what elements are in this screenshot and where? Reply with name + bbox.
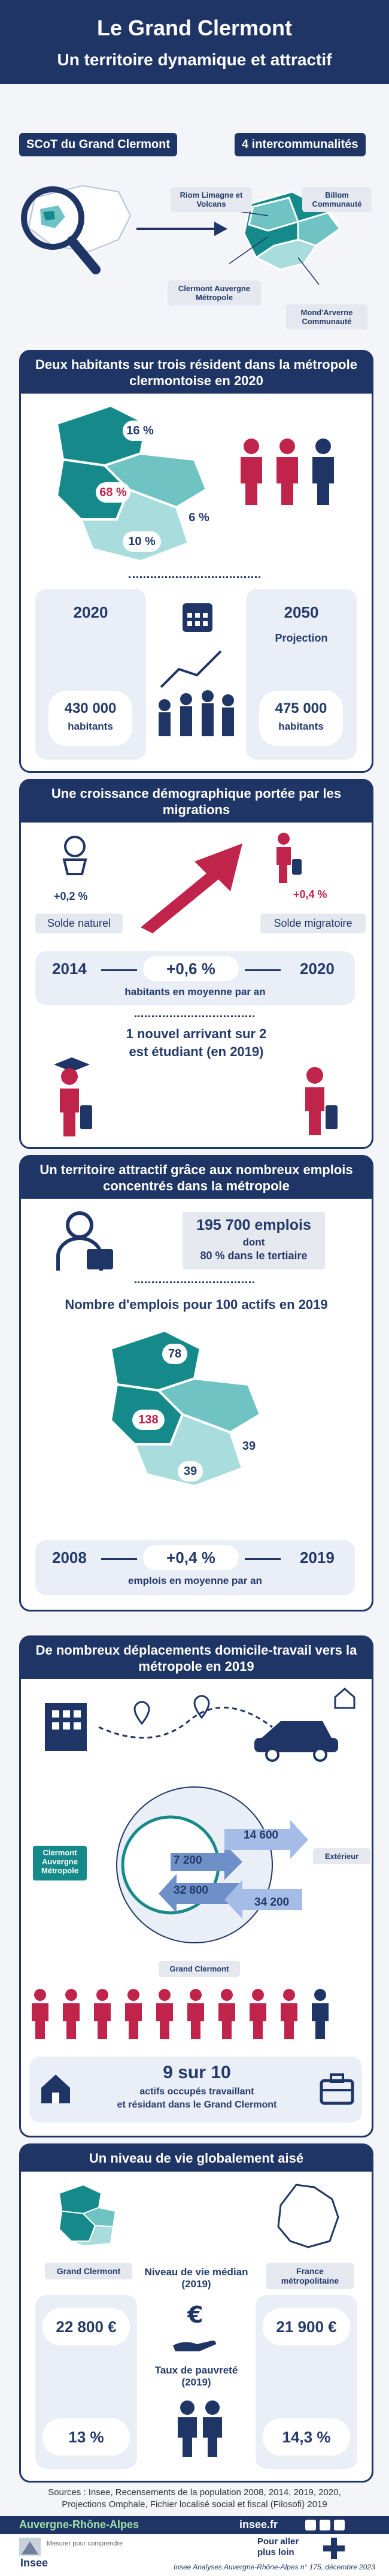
label-riom: Riom Limagne et Volcans [171, 187, 252, 212]
migration-pct: +0,4 % [293, 888, 327, 900]
gc-label: Grand Clermont [159, 1961, 240, 1977]
label-mondarverne: Mond'Arverne Communauté [286, 304, 367, 329]
section-employment-title: Un territoire attractif grâce aux nombreux emplois concentrés dans la métropole [21, 1157, 372, 1199]
share-billom: 6 % [183, 507, 215, 528]
section-population [19, 350, 373, 773]
commute-icons [33, 1685, 360, 1763]
page-header [0, 0, 389, 84]
footer-region: Auvergne-Rhône-Alpes [19, 2518, 139, 2530]
traveler-icon [269, 832, 305, 885]
insee-logo-icon [18, 2536, 42, 2557]
france-map [272, 2181, 344, 2251]
pop-2020: 430 000 [64, 700, 117, 716]
share-mondarverne: 10 % [123, 531, 161, 552]
footer: Insee Mesurer pour comprendre Pour aller plus loin Insee Analyses Auvergne-Rhône-Alpes n° 175, décembre 2023 [0, 2534, 389, 2576]
ratio-billom: 39 [236, 1436, 262, 1456]
twitter-icon[interactable] [320, 2520, 330, 2530]
ratio-title: Nombre d'emplois pour 100 actifs en 2019 [65, 1297, 328, 1312]
commute-stat-card: 9 sur 10 actifs occupés travaillant et résidant dans le Grand Clermont [29, 2057, 362, 2123]
briefcase-icon [319, 2072, 355, 2106]
workers-row [27, 1988, 366, 2042]
growth-value: +0,6 % [143, 956, 239, 981]
natural-pct: +0,2 % [54, 890, 88, 902]
home-icon [38, 2070, 74, 2106]
interco-tag: 4 intercommunalités [235, 133, 366, 156]
insee-tagline: Mesurer pour comprendre [47, 2540, 123, 2547]
gc-label-income: Grand Clermont [45, 2263, 132, 2279]
footer-ref: Insee Analyses Auvergne-Rhône-Alpes n° 175, décembre 2023 [174, 2563, 375, 2571]
section-population-title: Deux habitants sur trois résident dans la métropole clermontoise en 2020 [21, 352, 372, 394]
commute-stat: 9 sur 10 [163, 2063, 231, 2082]
migration-label: Solde migratoire [260, 914, 366, 933]
flow-34200: 34 200 [254, 1896, 290, 1909]
growth-card: 2014 +0,6 % 2020 habitants en moyenne par an [35, 951, 355, 1005]
section-growth-title: Une croissance démographique portée par les migrations [21, 781, 372, 823]
section-commute-title: De nombreux déplacements domicile-travail vers la métropole en 2019 [21, 1637, 372, 1679]
jobs-growth-value: +0,4 % [143, 1545, 239, 1570]
svg-text:€: € [187, 2302, 203, 2328]
ext-label: Extérieur [313, 1848, 370, 1864]
section-commute [19, 1635, 373, 2137]
label-clermont: Clermont Auvergne Métropole [168, 280, 261, 306]
gc-small-map [53, 2181, 119, 2247]
newcomer-text: 1 nouvel arrivant sur 2 [126, 1026, 267, 1041]
growth-arrow-icon [135, 837, 254, 933]
facebook-icon[interactable] [305, 2520, 316, 2530]
footer-site-link[interactable]: insee.fr [239, 2518, 278, 2530]
insee-brand: Insee [20, 2557, 48, 2569]
section-income-title: Un niveau de vie globalement aisé [21, 2145, 372, 2172]
flow-32800: 32 800 [174, 1884, 209, 1897]
jobs-growth-card: 2008 +0,4 % 2019 emplois en moyenne par an [35, 1540, 355, 1595]
sources-line2: Projections Omphale, Fichier localisé social et fiscal (Filosofi) 2019 [62, 2499, 327, 2510]
people-pair-icon [169, 2399, 229, 2459]
footer-bar [0, 2516, 389, 2534]
median-label: Niveau de vie médian (2019) [144, 2266, 248, 2290]
gc-median: 22 800 € [42, 2308, 130, 2345]
gc-income-card [35, 2295, 137, 2469]
ratio-metropole: 138 [132, 1410, 165, 1430]
flow-7200: 7 200 [174, 1854, 202, 1867]
ratio-riom: 78 [162, 1344, 187, 1364]
fr-income-card [256, 2295, 357, 2469]
card-2050: 2050 Projection 475 000 habitants [246, 589, 357, 760]
worker-icon [50, 1211, 121, 1277]
gc-poverty: 13 % [42, 2418, 130, 2456]
section-income [19, 2143, 373, 2483]
share-metropole: 68 % [96, 482, 130, 503]
card-2020: 2020 430 000 habitants [35, 589, 146, 760]
share-riom: 16 % [123, 421, 157, 441]
ratio-mondarverne: 39 [178, 1461, 203, 1481]
natural-label: Solde naturel [35, 914, 123, 933]
traveler-icon-2 [293, 1067, 341, 1139]
plus-icon[interactable] [323, 2538, 345, 2559]
page-subtitle: Un territoire dynamique et attractif [57, 50, 332, 69]
section-growth: Une croissance démographique portée par les migrations +0,2 % Solde naturel +0,4 % Solde migratoire 2014 +0,6 % 2020 habitants en moyenne par an 1 nouvel arrivant sur 2 est étudiant (en 2019) [19, 779, 373, 1149]
fr-poverty: 14,3 % [263, 2418, 350, 2456]
label-billom: Billom Communauté [302, 187, 372, 212]
pop-2050: 475 000 [275, 700, 327, 716]
euro-hand-icon [169, 2299, 223, 2359]
poverty-label: Taux de pauvreté (2019) [154, 2365, 238, 2388]
scot-tag: SCoT du Grand Clermont [19, 133, 177, 156]
house-icon [335, 1689, 354, 1708]
baby-icon [57, 835, 93, 876]
fr-label-income: France métropolitaine [266, 2263, 354, 2289]
jobs-box: 195 700 emplois dont 80 % dans le tertiaire [183, 1212, 325, 1269]
flow-14600: 14 600 [244, 1829, 279, 1842]
metro-label: Clermont Auvergne Métropole [33, 1846, 87, 1880]
student-icon [48, 1055, 96, 1139]
flow-diagram [105, 1775, 308, 1961]
calendar-growth-icon [149, 597, 245, 756]
linkedin-icon[interactable] [334, 2520, 345, 2530]
page-title: Le Grand Clermont [96, 16, 293, 40]
car-icon [260, 1721, 332, 1739]
people-icons [233, 436, 353, 507]
section-employment [19, 1155, 373, 1611]
sources-line1: Sources : Insee, Recensements de la population 2008, 2014, 2019, 2020, [48, 2487, 341, 2498]
fr-median: 21 900 € [263, 2308, 350, 2345]
